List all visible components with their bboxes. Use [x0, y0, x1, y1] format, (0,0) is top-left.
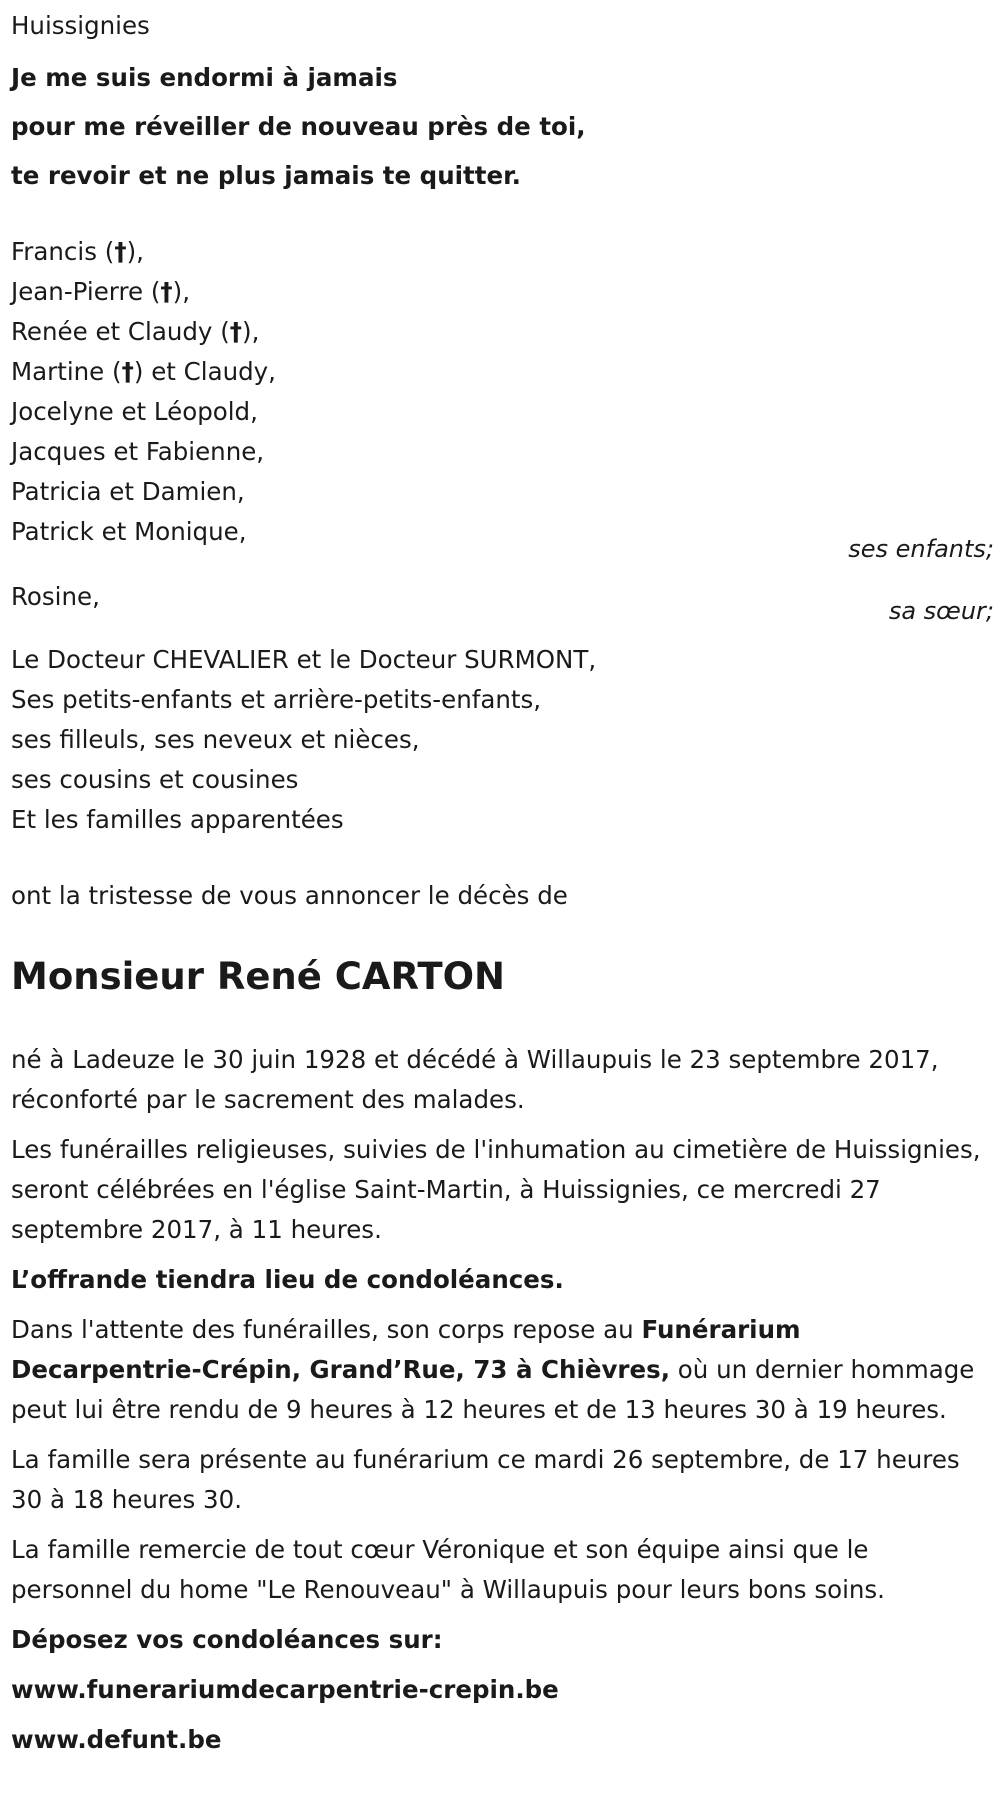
- child-suffix: ),: [172, 277, 191, 306]
- cross-icon: †: [160, 277, 173, 306]
- other-relatives: [11, 640, 596, 840]
- family-presence-paragraph: La famille sera présente au funérarium ce mardi 26 septembre, de 17 heures 30 à 18 heures 30.: [11, 1445, 960, 1514]
- funerarium-address: Funérarium Decarpentrie-Crépin, Grand’Rue, 73 à Chièvres,: [11, 1315, 801, 1384]
- child-entry: Patrick et Monique,: [11, 517, 247, 546]
- children-list: [11, 232, 276, 552]
- cross-icon: †: [121, 357, 134, 386]
- poem-line: te revoir et ne plus jamais te quitter.: [11, 161, 521, 190]
- child-entry: Jacques et Fabienne,: [11, 437, 265, 466]
- birth-death-paragraph: né à Ladeuze le 30 juin 1928 et décédé à Willaupuis le 23 septembre 2017, réconforté par le sacrement des malades.: [11, 1045, 939, 1114]
- repose-text-after: où un dernier hommage peut lui être rendu de 9 heures à 12 heures et de 13 heures 30 à 19 heures.: [11, 1355, 975, 1424]
- relative-line: Ses petits-enfants et arrière-petits-enfants,: [11, 685, 542, 714]
- place-name: Huissignies: [11, 11, 150, 40]
- child-name: Jean-Pierre (: [11, 277, 161, 306]
- funeral-paragraph: Les funérailles religieuses, suivies de l'inhumation au cimetière de Huissignies, seront célébrées en l'église Saint-Martin, à Huissignies, ce mercredi 27 septembre 2017, à 11 heures.: [11, 1135, 981, 1244]
- deceased-name: Monsieur René CARTON: [11, 955, 506, 998]
- cross-icon: †: [229, 317, 243, 346]
- child-entry: Patricia et Damien,: [11, 477, 245, 506]
- website-link-funerarium[interactable]: www.funerariumdecarpentrie-crepin.be: [11, 1675, 559, 1704]
- child-name: Francis (: [11, 237, 115, 266]
- relative-line: ses filleuls, ses neveux et nièces,: [11, 725, 420, 754]
- child-suffix: ) et Claudy,: [133, 357, 276, 386]
- child-name: Martine (: [11, 357, 122, 386]
- poem-line: pour me réveiller de nouveau près de toi,: [11, 112, 586, 141]
- child-entry: [11, 312, 276, 352]
- cross-icon: †: [114, 237, 127, 266]
- thanks-paragraph: La famille remercie de tout cœur Véronique et son équipe ainsi que le personnel du home "Le Renouveau" à Willaupuis pour leurs bons soins.: [11, 1535, 885, 1604]
- poem-line: Je me suis endormi à jamais: [11, 63, 398, 92]
- child-name: Renée et Claudy (: [11, 317, 230, 346]
- child-entry: [11, 272, 276, 312]
- relative-line: Et les familles apparentées: [11, 805, 344, 834]
- child-entry: [11, 232, 276, 272]
- sister-name: Rosine,: [11, 582, 100, 611]
- relative-line: ses cousins et cousines: [11, 765, 299, 794]
- child-suffix: ),: [242, 317, 260, 346]
- repose-text-before: Dans l'attente des funérailles, son corps repose au: [11, 1315, 642, 1344]
- condolences-label: Déposez vos condoléances sur:: [11, 1625, 443, 1654]
- relative-line: Le Docteur CHEVALIER et le Docteur SURMONT,: [11, 645, 597, 674]
- children-relation: ses enfants;: [848, 535, 994, 563]
- child-suffix: ),: [126, 237, 144, 266]
- website-link-defunt[interactable]: www.defunt.be: [11, 1725, 222, 1754]
- sister-block: [11, 577, 100, 617]
- child-entry: Jocelyne et Léopold,: [11, 397, 258, 426]
- announcement-text: ont la tristesse de vous annoncer le décès de: [11, 881, 568, 910]
- obituary-details: [11, 1040, 996, 1770]
- sister-relation: sa sœur;: [888, 597, 994, 625]
- child-entry: [11, 352, 276, 392]
- repose-paragraph: [11, 1310, 996, 1430]
- poem: [11, 53, 586, 200]
- offering-notice: L’offrande tiendra lieu de condoléances.: [11, 1265, 564, 1294]
